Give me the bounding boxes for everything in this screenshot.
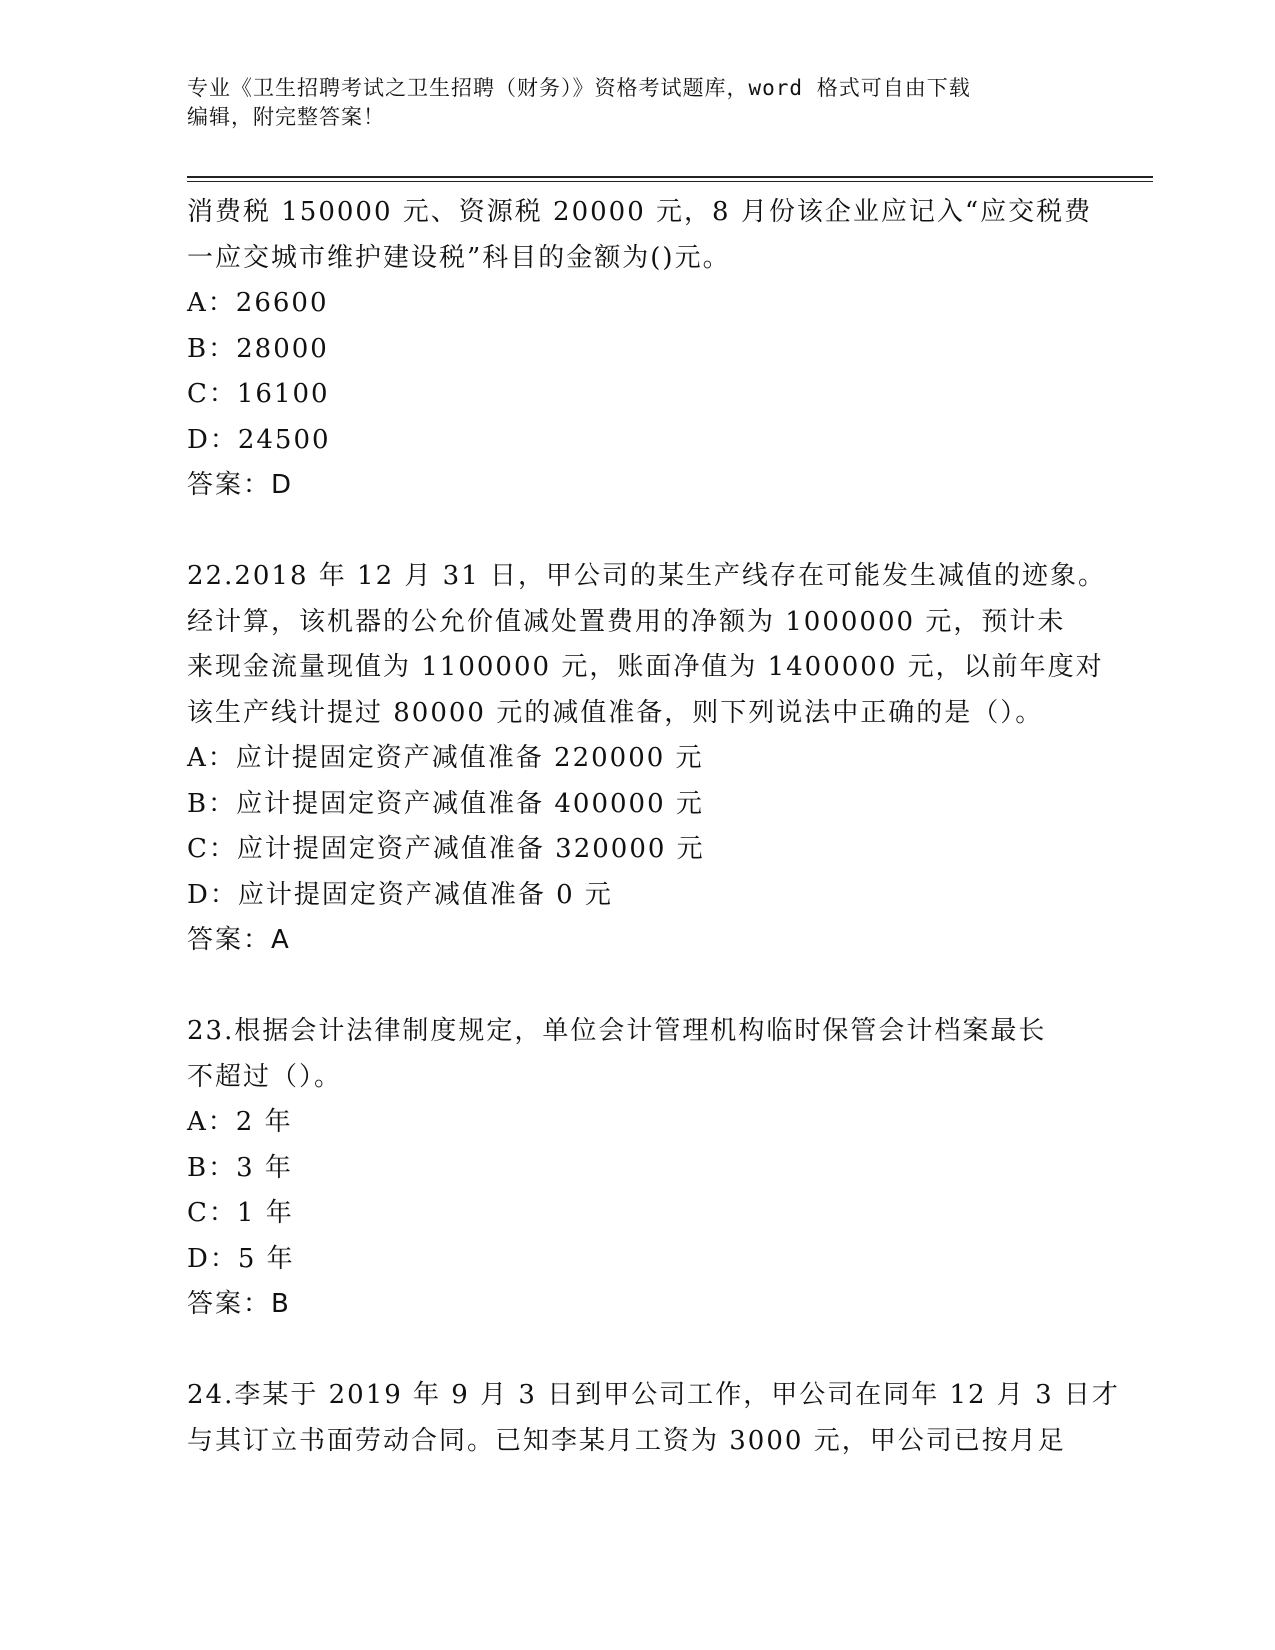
option-c: C：16100	[187, 379, 330, 409]
spacer	[187, 509, 1087, 555]
question-text: 不超过（）。	[187, 1061, 343, 1092]
question-23	[187, 1009, 1087, 1328]
option-a: A：应计提固定资产减值准备 220000 元	[187, 743, 704, 773]
question-21	[187, 190, 1093, 509]
option-c: C：应计提固定资产减值准备 320000 元	[187, 834, 705, 864]
answer: 答案：D	[187, 470, 294, 500]
question-text: 与其订立书面劳动合同。已知李某月工资为 3000 元，甲公司已按月足	[187, 1425, 1066, 1456]
question-text: 24.李某于 2019 年 9 月 3 日到甲公司工作，甲公司在同年 12 月 3 日才	[187, 1380, 1120, 1410]
header-title-line1: 专业《卫生招聘考试之卫生招聘（财务）》资格考试题库，word 格式可自由下载	[187, 76, 971, 100]
option-d: D：5 年	[187, 1243, 295, 1274]
header-divider-thin	[187, 181, 1153, 182]
header-divider-thick	[187, 176, 1153, 178]
question-text: 23.根据会计法律制度规定，单位会计管理机构临时保管会计档案最长	[187, 1016, 1047, 1046]
option-b: B：3 年	[187, 1152, 293, 1183]
option-b: B：28000	[187, 333, 329, 364]
answer: 答案：A	[187, 925, 291, 955]
option-d: D：24500	[187, 424, 331, 455]
option-d: D：应计提固定资产减值准备 0 元	[187, 879, 613, 910]
option-a: A：2 年	[187, 1107, 293, 1137]
question-text: 该生产线计提过 80000 元的减值准备，则下列说法中正确的是（）。	[187, 697, 1044, 728]
question-text: 经计算，该机器的公允价值减处置费用的净额为 1000000 元，预计未	[187, 606, 1066, 637]
question-text: 消费税 150000 元、资源税 20000 元，8 月份该企业应记入“应交税费	[187, 197, 1093, 227]
spacer	[187, 1328, 1087, 1374]
spacer	[187, 964, 1087, 1010]
question-text: 来现金流量现值为 1100000 元，账面净值为 1400000 元，以前年度对	[187, 652, 1104, 682]
option-b: B：应计提固定资产减值准备 400000 元	[187, 788, 704, 819]
option-a: A：26600	[187, 288, 329, 318]
question-list	[187, 190, 1120, 1464]
header-title-line2: 编辑，附完整答案！	[187, 105, 385, 129]
question-24	[187, 1373, 1120, 1464]
question-text: 22.2018 年 12 月 31 日，甲公司的某生产线存在可能发生减值的迹象。	[187, 561, 1107, 591]
question-text: 一应交城市维护建设税”科目的金额为()元。	[187, 242, 731, 273]
question-22	[187, 554, 1107, 964]
document-header	[187, 74, 1067, 132]
answer: 答案：B	[187, 1289, 291, 1319]
option-c: C：1 年	[187, 1198, 294, 1228]
